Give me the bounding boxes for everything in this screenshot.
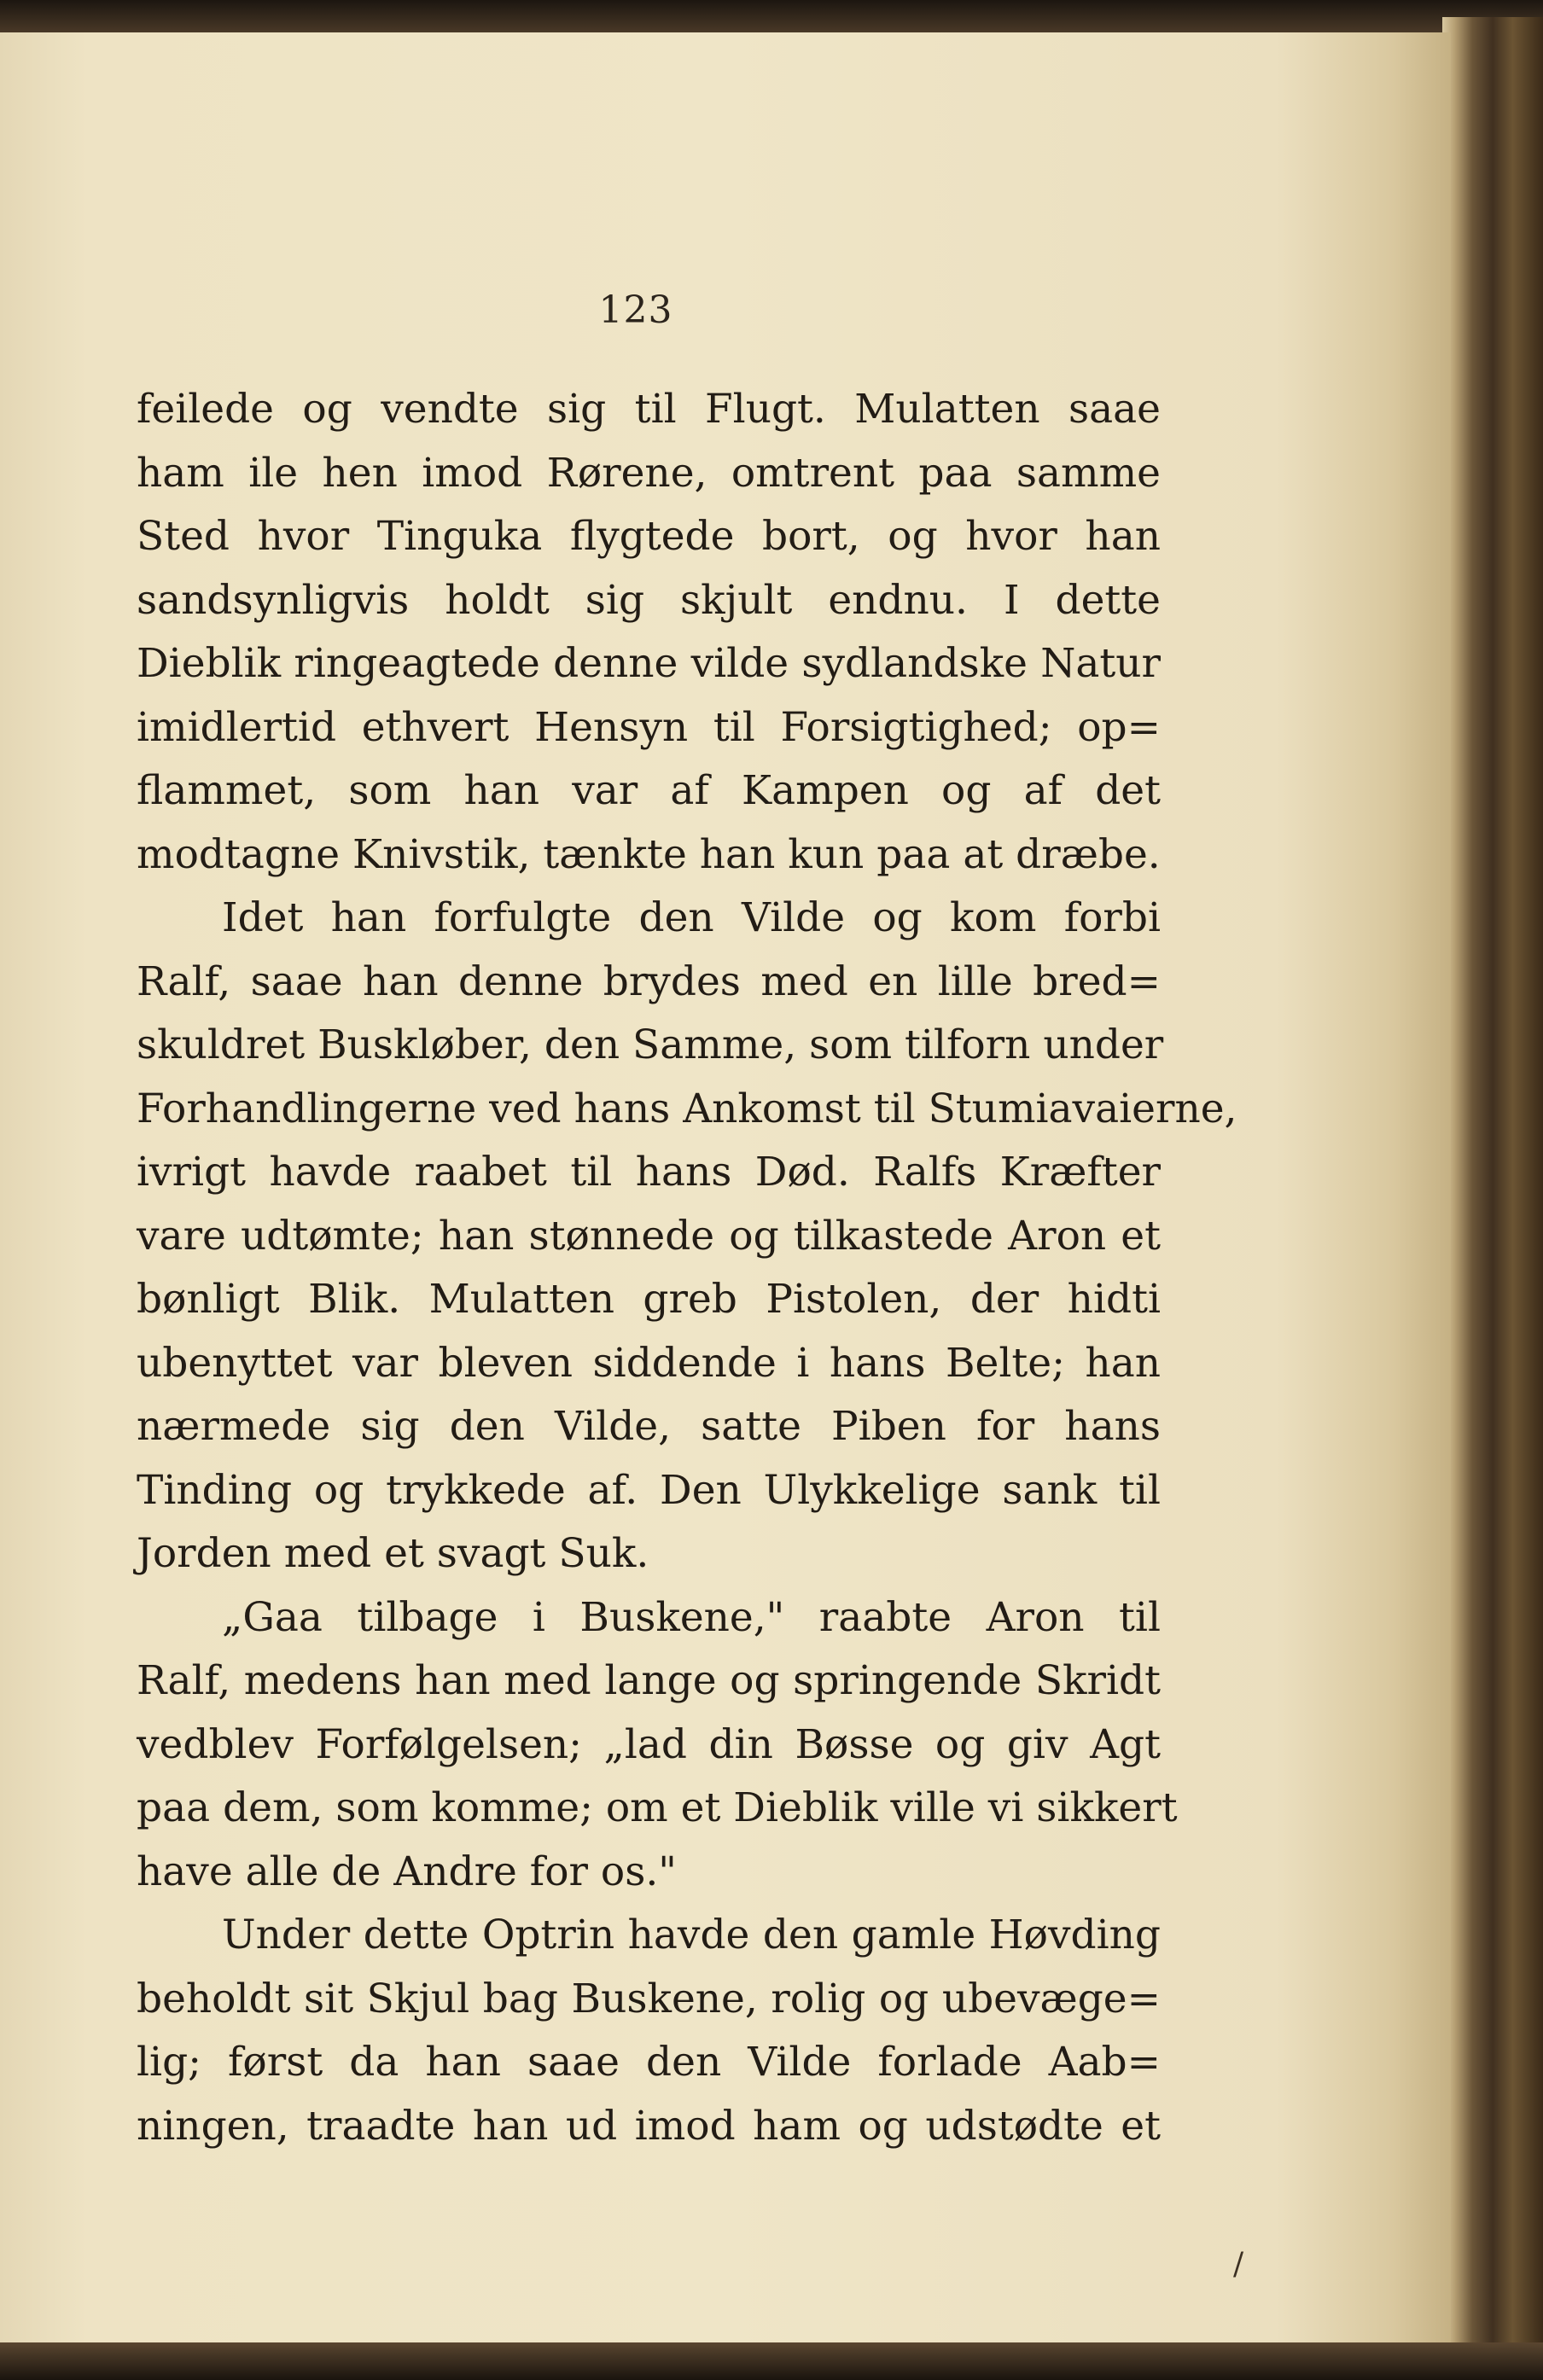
text-line: bønligt Blik. Mulatten greb Pistolen, der hidti	[137, 1276, 1161, 1323]
text-line: Dieblik ringeagtede denne vilde sydlandske Natur	[137, 640, 1161, 687]
text-line: modtagne Knivstik, tænkte han kun paa at dræbe.	[137, 830, 1161, 878]
body-text	[137, 378, 1237, 2158]
text-line: sandsynligvis holdt sig skjult endnu. I dette	[137, 576, 1161, 624]
text-line: ningen, traadte han ud imod ham og udstødte et	[137, 2102, 1161, 2150]
text-line: skuldret Buskløber, den Samme, som tilforn under	[137, 1021, 1164, 1068]
text-line: have alle de Andre for os."	[137, 1848, 677, 1895]
book-top-edge	[0, 0, 1543, 34]
text-line: vedblev Forfølgelsen; „lad din Bøsse og giv Agt	[137, 1720, 1161, 1768]
ink-mark: /	[1233, 2247, 1244, 2282]
text-line: lig; først da han saae den Vilde forlade Aab=	[137, 2039, 1161, 2086]
text-line: Under dette Optrin havde den gamle Høvding	[222, 1912, 1161, 1958]
text-line: vare udtømte; han stønnede og tilkastede Aron et	[137, 1212, 1161, 1260]
text-line: ubenyttet var bleven siddende i hans Belte; han	[137, 1339, 1161, 1387]
text-line: paa dem, som komme; om et Dieblik ville vi sikkert	[137, 1784, 1178, 1831]
text-line: Tinding og trykkede af. Den Ulykkelige sank til	[137, 1466, 1161, 1514]
text-line: Ralf, medens han med lange og springende Skridt	[137, 1657, 1161, 1704]
text-line: ham ile hen imod Rørene, omtrent paa samme	[137, 449, 1161, 497]
page-number: 123	[598, 288, 673, 332]
text-line: feilede og vendte sig til Flugt. Mulatten saae	[137, 386, 1161, 433]
book-spine	[1442, 17, 1543, 2347]
text-line: flammet, som han var af Kampen og af det	[137, 767, 1161, 814]
text-line: Ralf, saae han denne brydes med en lille bred=	[137, 957, 1161, 1005]
text-line: Forhandlingerne ved hans Ankomst til Stumiavaierne,	[137, 1085, 1237, 1132]
book-bottom-edge	[0, 2342, 1543, 2380]
text-line: Sted hvor Tinguka flygtede bort, og hvor han	[137, 513, 1161, 560]
text-line: Jorden med et svagt Suk.	[137, 1530, 649, 1577]
text-line: nærmede sig den Vilde, satte Piben for hans	[137, 1403, 1161, 1450]
text-line: Idet han forfulgte den Vilde og kom forbi	[222, 894, 1161, 941]
text-line: „Gaa tilbage i Buskene," raabte Aron til	[222, 1593, 1161, 1641]
text-line: imidlertid ethvert Hensyn til Forsigtighed; op=	[137, 703, 1161, 751]
book-page	[0, 32, 1451, 2345]
text-line: ivrigt havde raabet til hans Død. Ralfs Kræfter	[137, 1149, 1161, 1196]
text-line: beholdt sit Skjul bag Buskene, rolig og ubevæge=	[137, 1975, 1161, 2022]
